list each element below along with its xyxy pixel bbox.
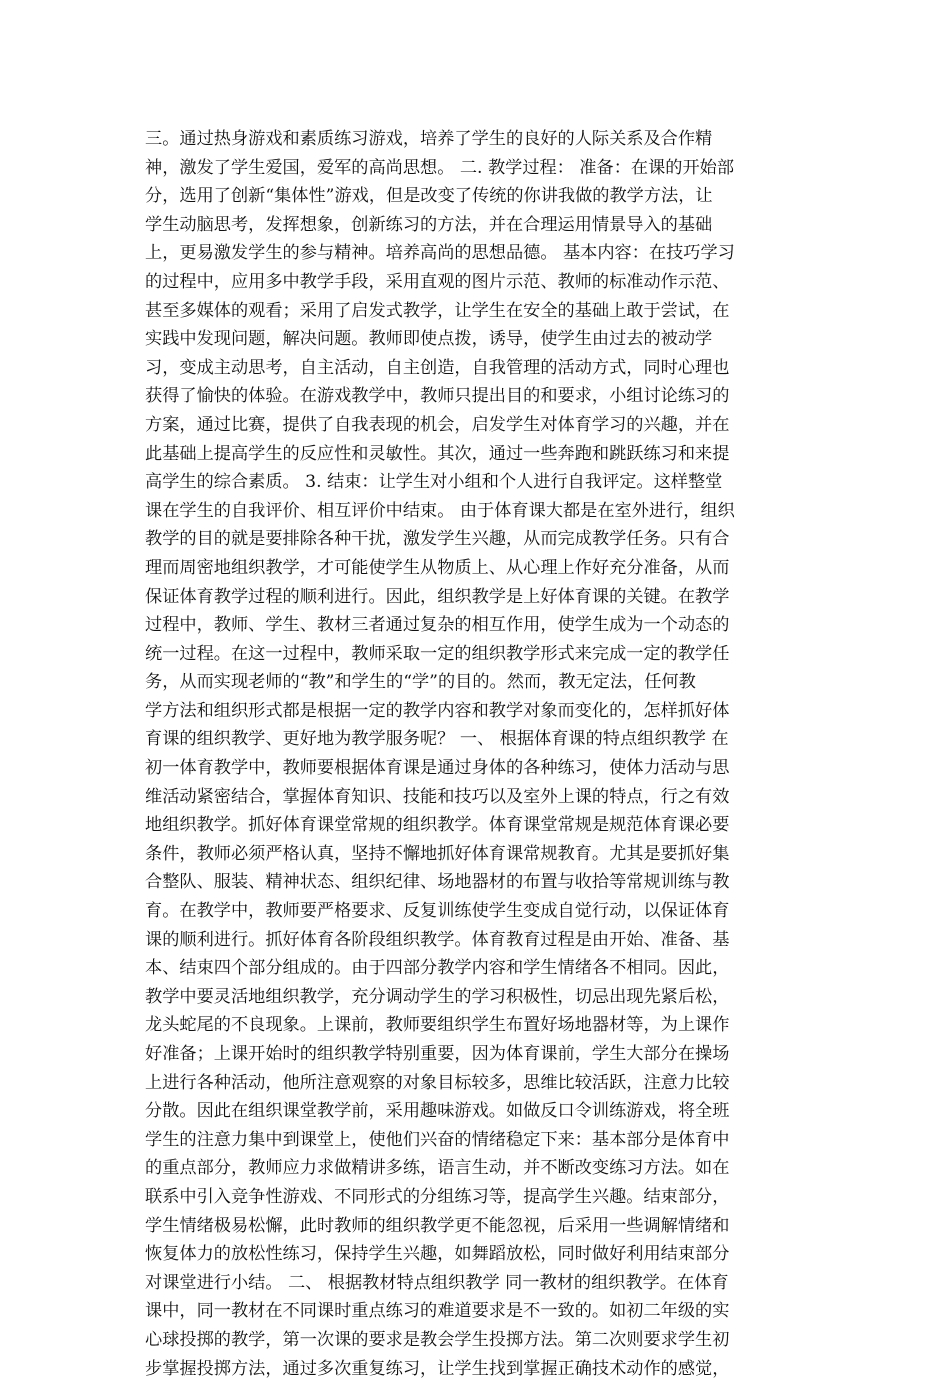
text-line: 教学中要灵活地组织教学，充分调动学生的学习积极性，切忌出现先紧后松，: [145, 986, 730, 1007]
text-line: 步掌握投掷方法，通过多次重复练习，让学生找到掌握正确技术动作的感觉，: [145, 1358, 730, 1379]
text-line: 方案，通过比赛，提供了自我表现的机会，启发学生对体育学习的兴趣，并在: [145, 414, 730, 435]
text-line: 获得了愉快的体验。在游戏教学中，教师只提出目的和要求，小组讨论练习的: [145, 386, 730, 407]
text-line: 学生情绪极易松懈，此时教师的组织教学更不能忽视，后采用一些调解情绪和: [145, 1215, 730, 1236]
text-line: 本、结束四个部分组成的。由于四部分教学内容和学生情绪各不相同。因此，: [145, 958, 730, 979]
text-line: 恢复体力的放松性练习，保持学生兴趣，如舞蹈放松，同时做好利用结束部分: [145, 1244, 730, 1265]
text-line: 务，从而实现老师的“教”和学生的“学”的目的。然而，教无定法，任何教: [145, 672, 696, 693]
text-line: 合整队、服装、精神状态、组织纪律、场地器材的布置与收拾等常规训练与教: [145, 872, 730, 893]
text-line: 条件，教师必须严格认真，坚持不懈地抓好体育课常规教育。尤其是要抓好集: [145, 843, 730, 864]
text-line: 课中，同一教材在不同课时重点练习的难道要求是不一致的。如初二年级的实: [145, 1301, 730, 1322]
text-line: 育。在教学中，教师要严格要求、反复训练使学生变成自觉行动，以保证体育: [145, 901, 730, 922]
text-line: 联系中引入竞争性游戏、不同形式的分组练习等，提高学生兴趣。结束部分，: [145, 1186, 730, 1207]
text-line: 习，变成主动思考，自主活动，自主创造，自我管理的活动方式，同时心理也: [145, 357, 730, 378]
text-line: 高学生的综合素质。 3. 结束：让学生对小组和个人进行自我评定。这样整堂: [145, 472, 723, 493]
text-line: 教学的目的就是要排除各种干扰，激发学生兴趣，从而完成教学任务。只有合: [145, 529, 730, 550]
text-line: 神，激发了学生爱国，爱军的高尚思想。 二. 教学过程： 准备：在课的开始部: [145, 157, 735, 178]
text-line: 过程中，教师、学生、教材三者通过复杂的相互作用，使学生成为一个动态的: [145, 615, 730, 636]
text-line: 保证体育教学过程的顺利进行。因此，组织教学是上好体育课的关键。在教学: [145, 586, 730, 607]
text-line: 分，选用了创新“集体性”游戏，但是改变了传统的你讲我做的教学方法，让: [145, 186, 713, 207]
text-line: 心球投掷的教学，第一次课的要求是教会学生投掷方法。第二次则要求学生初: [145, 1329, 730, 1350]
text-line: 龙头蛇尾的不良现象。上课前，教师要组织学生布置好场地器材等，为上课作: [145, 1015, 730, 1036]
text-line: 上进行各种活动，他所注意观察的对象目标较多，思维比较活跃，注意力比较: [145, 1072, 730, 1093]
text-line: 地组织教学。抓好体育课堂常规的组织教学。体育课堂常规是规范体育课必要: [145, 815, 730, 836]
text-line: 的过程中，应用多中教学手段，采用直观的图片示范、教师的标准动作示范、: [145, 271, 730, 292]
text-line: 分散。因此在组织课堂教学前，采用趣味游戏。如做反口令训练游戏，将全班: [145, 1101, 730, 1122]
text-line: 课的顺利进行。抓好体育各阶段组织教学。体育教育过程是由开始、准备、基: [145, 929, 730, 950]
text-line: 学生的注意力集中到课堂上，使他们兴奋的情绪稳定下来：基本部分是体育中: [145, 1129, 730, 1150]
text-line: 三。通过热身游戏和素质练习游戏，培养了学生的良好的人际关系及合作精: [145, 129, 713, 149]
text-line: 学生动脑思考，发挥想象，创新练习的方法，并在合理运用情景导入的基础: [145, 214, 713, 235]
text-line: 课在学生的自我评价、相互评价中结束。 由于体育课大都是在室外进行，组织: [145, 500, 735, 521]
body-text: [145, 125, 810, 1383]
text-line: 统一过程。在这一过程中，教师采取一定的组织教学形式来完成一定的教学任: [145, 643, 730, 664]
text-line: 好准备；上课开始时的组织教学特别重要，因为体育课前，学生大部分在操场: [145, 1044, 730, 1064]
text-line: 的重点部分，教师应力求做精讲多练，语言生动，并不断改变练习方法。如在: [145, 1158, 730, 1179]
text-line: 上，更易激发学生的参与精神。培养高尚的思想品德。 基本内容：在技巧学习: [145, 243, 735, 264]
text-line: 理而周密地组织教学，才可能使学生从物质上、从心理上作好充分准备，从而: [145, 557, 730, 578]
text-line: 初一体育教学中，教师要根据体育课是通过身体的各种练习，使体力活动与思: [145, 758, 730, 779]
text-line: 对课堂进行小结。 二、 根据教材特点组织教学 同一教材的组织教学。在体育: [145, 1272, 729, 1293]
text-line: 甚至多媒体的观看；采用了启发式教学，让学生在安全的基础上敢于尝试，在: [145, 300, 730, 321]
text-line: 维活动紧密结合，掌握体育知识、技能和技巧以及室外上课的特点，行之有效: [145, 786, 730, 807]
text-line: 实践中发现问题，解决问题。教师即使点拨，诱导，使学生由过去的被动学: [145, 329, 713, 350]
text-line: 此基础上提高学生的反应性和灵敏性。其次，通过一些奔跑和跳跃练习和来提: [145, 443, 730, 464]
text-line: 学方法和组织形式都是根据一定的教学内容和教学对象而变化的，怎样抓好体: [145, 700, 730, 721]
text-line: 育课的组织教学、更好地为教学服务呢？ 一、 根据体育课的特点组织教学 在: [145, 729, 729, 750]
